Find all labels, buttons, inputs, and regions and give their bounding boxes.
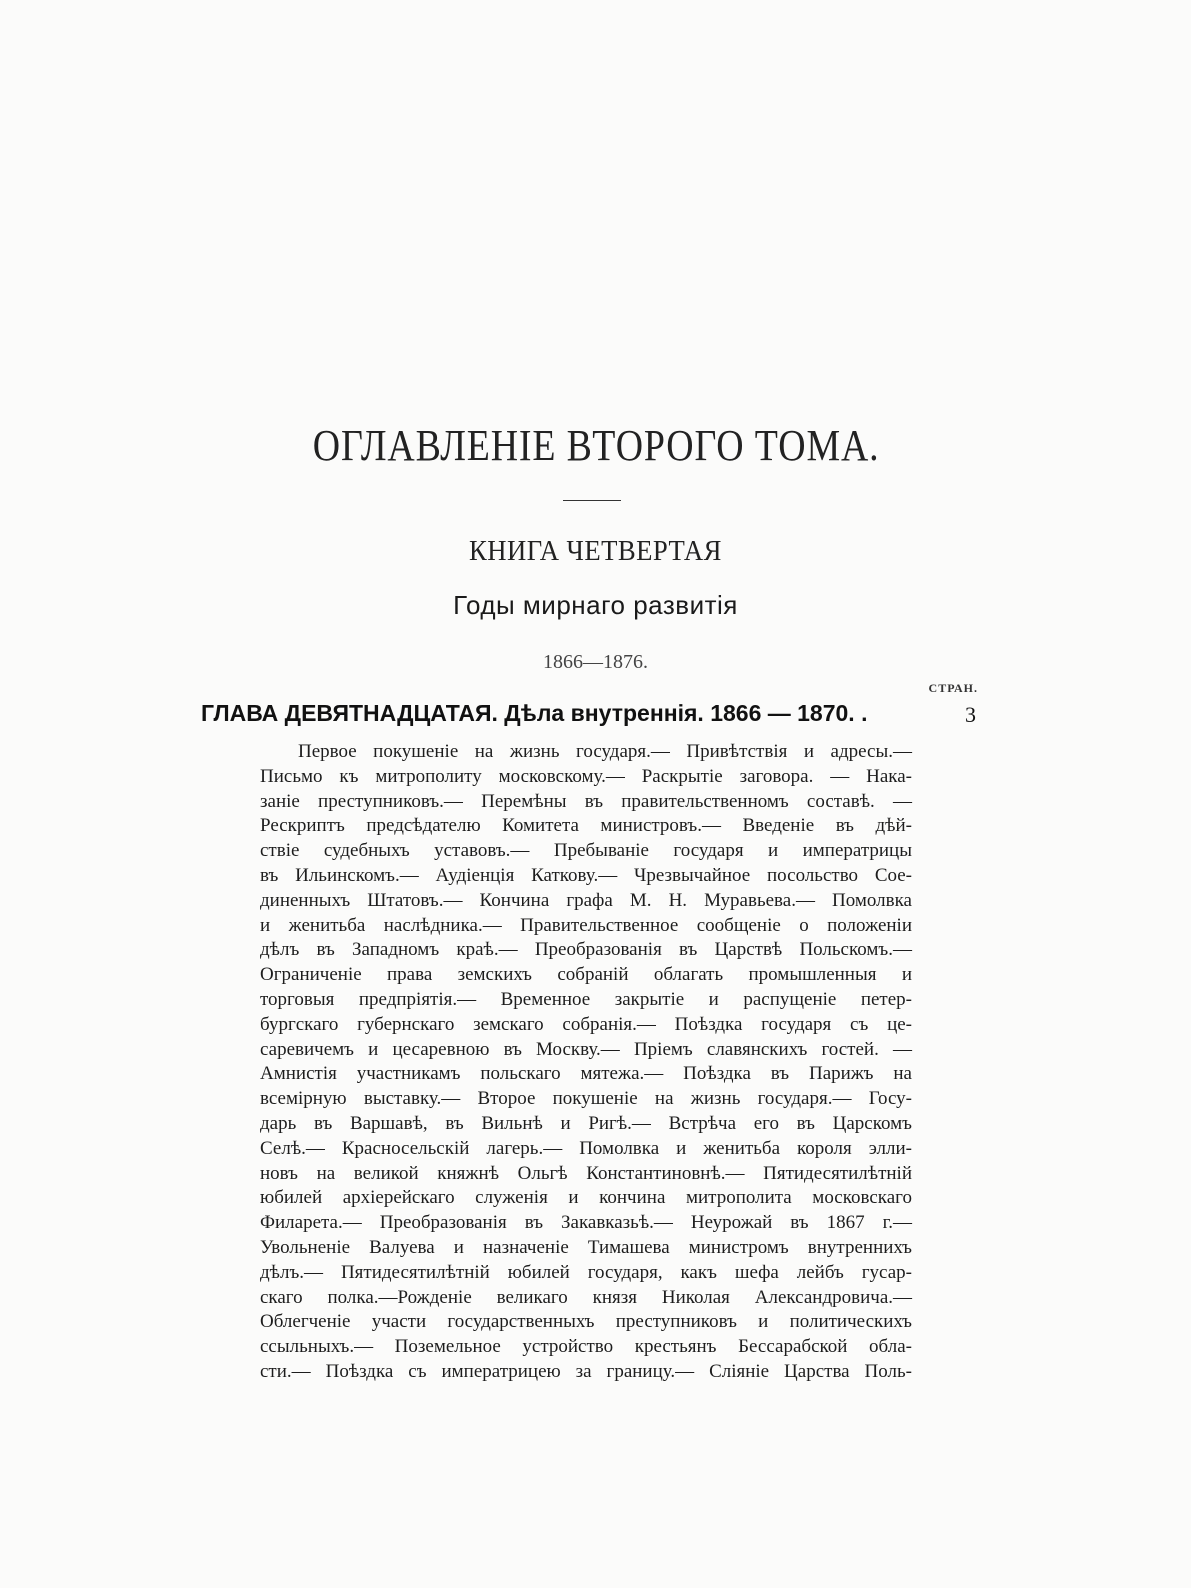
- summary-line: Филарета.— Преобразованія въ Закавказьѣ.— Неурожай въ 1867 г.—: [260, 1212, 912, 1234]
- summary-line: дарь въ Варшавѣ, въ Вильнѣ и Ригѣ.— Встрѣча его въ Царскомъ: [260, 1112, 912, 1134]
- summary-line: Рескриптъ предсѣдателю Комитета министровъ.— Введеніе въ дѣй-: [260, 815, 912, 837]
- summary-line: торговыя предпріятія.— Временное закрытіе и распущеніе петер-: [260, 988, 912, 1010]
- summary-line: ссыльныхъ.— Поземельное устройство крестьянъ Бессарабской обла-: [260, 1336, 912, 1358]
- summary-line: и женитьба наслѣдника.— Правительственное сообщеніе о положеніи: [260, 914, 912, 936]
- chapter-summary: [260, 740, 912, 1385]
- summary-line: ствіе судебныхъ уставовъ.— Пребываніе государя и императрицы: [260, 840, 912, 862]
- summary-line: Письмо къ митрополиту московскому.— Раскрытіе заговора. — Нака-: [260, 765, 912, 787]
- summary-line: юбилей архіерейскаго служенія и кончина митрополита московскаго: [260, 1187, 912, 1209]
- summary-line: Облегченіе участи государственныхъ преступниковъ и политическихъ: [260, 1311, 912, 1333]
- summary-line: новъ на великой княжнѣ Ольгѣ Константиновнѣ.— Пятидесятилѣтній: [260, 1162, 912, 1184]
- volume-contents-title: ОГЛАВЛЕНІЕ ВТОРОГО ТОМА.: [312, 421, 880, 470]
- summary-line: сти.— Поѣздка съ императрицею за границу.— Сліяніе Царства Поль-: [260, 1360, 912, 1382]
- chapter-page-number: 3: [965, 702, 976, 727]
- book-years: 1866—1876.: [543, 651, 648, 673]
- page-column-label: СТРАН.: [928, 681, 978, 695]
- summary-line: диненныхъ Штатовъ.— Кончина графа М. Н. Муравьева.— Помолвка: [260, 889, 912, 911]
- summary-line: Амнистія участникамъ польскаго мятежа.— Поѣздка въ Парижъ на: [260, 1063, 912, 1085]
- summary-line: дѣлъ.— Пятидесятилѣтній юбилей государя, какъ шефа лейбъ гусар-: [260, 1261, 912, 1283]
- summary-line: всемірную выставку.— Второе покушеніе на жизнь государя.— Госу-: [260, 1088, 912, 1110]
- summary-line: бургскаго губернскаго земскаго собранія.— Поѣздка государя съ це-: [260, 1013, 912, 1035]
- summary-line: Первое покушеніе на жизнь государя.— Привѣтствія и адресы.—: [298, 741, 912, 762]
- summary-line: саревичемъ и цесаревною въ Москву.— Пріемъ славянскихъ гостей. —: [260, 1038, 912, 1060]
- summary-line: Ограниченіе права земскихъ собраній облагать промышленныя и: [260, 964, 912, 986]
- summary-line: въ Ильинскомъ.— Аудіенція Каткову.— Чрезвычайное посольство Сое-: [260, 864, 912, 886]
- summary-line: заніе преступниковъ.— Перемѣны въ правительственномъ составѣ. —: [260, 790, 912, 812]
- summary-line: дѣлъ въ Западномъ краѣ.— Преобразованія въ Царствѣ Польскомъ.—: [260, 939, 912, 961]
- summary-line: Увольненіе Валуева и назначеніе Тимашева министромъ внутреннихъ: [260, 1236, 912, 1258]
- summary-line: Селѣ.— Красносельскій лагерь.— Помолвка и женитьба короля элли-: [260, 1137, 912, 1159]
- book-subtitle: Годы мирнаго развитія: [453, 590, 738, 620]
- chapter-heading: ГЛАВА ДЕВЯТНАДЦАТАЯ. Дѣла внутреннія. 1866 — 1870. .: [201, 700, 868, 726]
- summary-line: скаго полка.—Рожденіе великаго князя Николая Александровича.—: [260, 1286, 912, 1308]
- chapter-entry: [201, 700, 976, 732]
- title-divider: [563, 500, 621, 501]
- book-title: КНИГА ЧЕТВЕРТАЯ: [469, 535, 722, 567]
